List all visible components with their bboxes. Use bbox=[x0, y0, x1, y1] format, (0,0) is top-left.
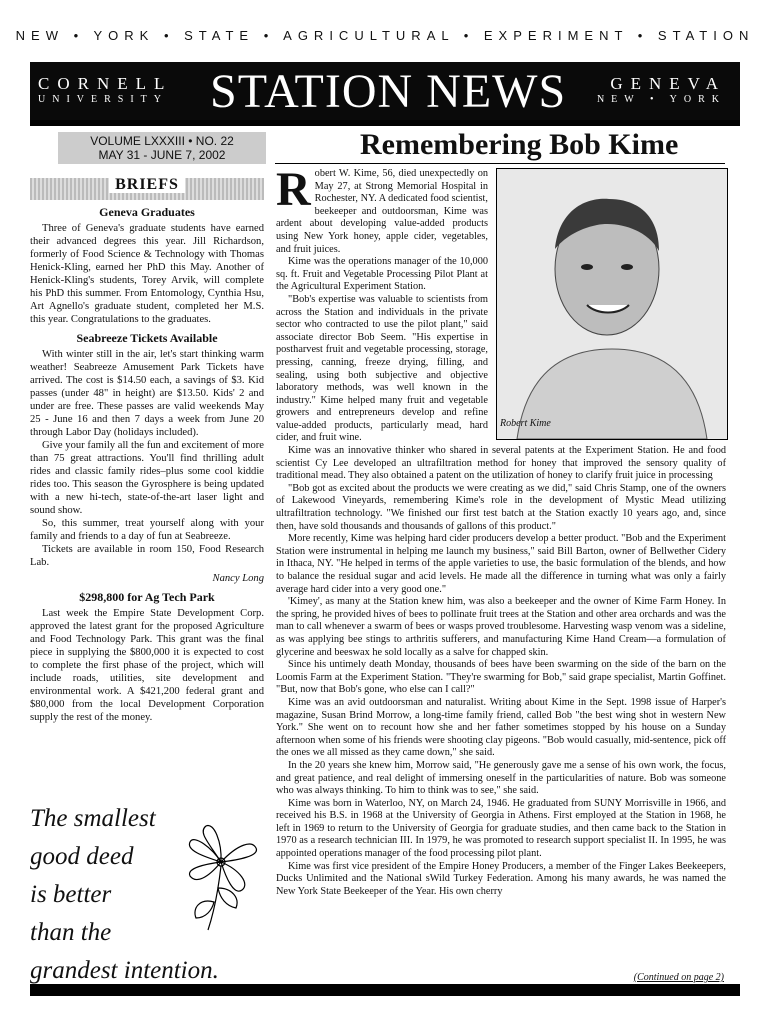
article-body bbox=[276, 163, 726, 898]
article-paragraph: In the 20 years she knew him, Morrow said, "He generously gave me a sense of his own work, the focus, and great patience, and real delight of immersing oneself in the particularities of nature. Bob was someone who was always thinking. To him to think was to see," she said. bbox=[276, 759, 726, 797]
quote-line: The smallest bbox=[30, 805, 156, 832]
brief-paragraph: With winter still in the air, let's start thinking warm weather! Seabreeze Amusement Park Tickets have arrived. The cost is $14.50 each, a savings of $3. Kid passes (under 48" in height) are $13.50. Kids' 2 and under are free. These passes are valid weekends May 25 - June 16 and then 7 days a week from June 20 through Labor Day (holidays included). bbox=[30, 349, 264, 438]
brief-paragraph: Tickets are available in room 150, Food Research Lab. bbox=[30, 544, 264, 568]
byline: Nancy Long bbox=[212, 573, 264, 584]
headline-rule bbox=[275, 163, 725, 164]
masthead bbox=[30, 62, 740, 126]
article-headline: Remembering Bob Kime bbox=[360, 128, 679, 161]
quote-line: is better bbox=[30, 881, 112, 908]
briefs-column bbox=[30, 172, 264, 724]
article-paragraph: obert W. Kime, 56, died unexpectedly on May 27, at Strong Memorial Hospital in Rochester, NY. A dedicated food scientist, beekeeper and outdoorsman, Kime was ardent about developing value-added products using New York honey, apple cider, vegetables, and fruit juices. bbox=[276, 168, 488, 255]
volume-line: VOLUME LXXXIII • NO. 22 bbox=[90, 134, 234, 148]
new-york-text: NEW • YORK bbox=[596, 94, 726, 105]
article-intro bbox=[276, 163, 488, 445]
volume-box bbox=[58, 132, 266, 164]
quote-line: than the bbox=[30, 919, 112, 946]
date-line: MAY 31 - JUNE 7, 2002 bbox=[98, 148, 226, 162]
article-paragraph: "Bob's expertise was valuable to scientists from across the Station and individuals in the private sector who contracted to use the pilot plant," said associate director Bob Seem. "His expertise in postharvest fruit and vegetable processing, storage, pressing, canning, freeze drying, filling, and sealing, using both subjective and objective laboratory methods, was well known in the industry." Kime helped many fruit and vegetable growers and entrepreneurs develop and refine value-added products, particularly mead, hard cider, and fruit wine. bbox=[276, 293, 488, 444]
drop-cap: R bbox=[276, 163, 311, 216]
university-text: UNIVERSITY bbox=[38, 94, 168, 105]
article-paragraph: Since his untimely death Monday, thousands of bees have been swarming on the side of the barn on the Loomis Farm at the Experiment Station. "They're swarming for Bob," said grape specialist, Martin Goffinet. "But, now that Bob's gone, who else can I call?" bbox=[276, 659, 726, 696]
quote-line: grandest intention. bbox=[30, 957, 219, 984]
article-paragraph: Kime was born in Waterloo, NY, on March 24, 1946. He graduated from SUNY Morrisville in 1966, and received his B.S. in 1968 at the University of Georgia in Athens. First employed at the Station in 1968, he left in 1969 to return to the University of Georgia for graduate studies, and then came back to the Station in 1970 as a research technician III. In 1979, he was promoted to research support specialist II. In 1995, he was appointed operations manager of the food processing pilot plant. bbox=[276, 797, 726, 860]
article-paragraph: Kime was first vice president of the Empire Honey Producers, a member of the Finger Lakes Beekeepers, Ducks Unlimited and the National sWild Turkey Federation. Among his many awards, he was named the New York State Beekeeper of the Year. His own cherry bbox=[276, 860, 726, 897]
newsletter-title: STATION NEWS bbox=[210, 65, 567, 118]
quote-box bbox=[30, 800, 266, 984]
brief-heading: Seabreeze Tickets Available bbox=[76, 331, 218, 345]
top-banner: NEW • YORK • STATE • AGRICULTURAL • EXPERIMENT • STATION bbox=[15, 28, 755, 43]
briefs-title: BRIEFS bbox=[109, 176, 185, 193]
photo-caption: Robert Kime bbox=[500, 418, 551, 429]
bottom-bar bbox=[30, 984, 740, 996]
article-paragraph: Kime was the operations manager of the 10,000 sq. ft. Fruit and Vegetable Processing Pilot Plant at the Agricultural Experiment Station. bbox=[276, 256, 488, 293]
quote-line: good deed bbox=[30, 843, 134, 870]
cornell-text: CORNELL bbox=[38, 74, 173, 93]
article-paragraph: More recently, Kime was helping hard cider producers develop a better product. "Bob and the Experiment Station were instrumental in helping me launch my business," said Bill Barton, owner of Bellwether Cidery in Ithaca, NY. "He helped in terms of the apple varieties to use, the basic formulation of the blends, and how to balance the residual sugar and acid levels. He made all the difference in turning what was only a fairly average hard cider into a very good one." bbox=[276, 533, 726, 595]
brief-paragraph: Three of Geneva's graduate students have earned their advanced degrees this year. Jill Richardson, formerly of Food Science & Technology with Thomas Henick-Kling, earned her PhD this May. Another of Henick-Kling's students, Torey Arvik, will complete his PhD this summer. From Entomology, Cynthia Hsu, Art Agnello's graduate student, completed her M.S. this year. Congratulations to the graduates. bbox=[30, 223, 264, 325]
brief-paragraph: So, this summer, treat yourself along with your family and friends to a day of fun at Seabreeze. bbox=[30, 518, 264, 542]
article-paragraph: "Bob got as excited about the products we were creating as we did," said Chris Stamp, one of the owners of Lakewood Vineyards, remembering Kime's role in the development of Mystic Mead utilizing ultrafiltration technology. "We finished our first test batch at the Station exactly 10 years ago, and, since then, have sold thousands and thousands of gallons of this product." bbox=[276, 482, 726, 532]
cornell-logo bbox=[38, 74, 172, 105]
brief-heading: $298,800 for Ag Tech Park bbox=[79, 590, 215, 604]
brief-heading: Geneva Graduates bbox=[99, 205, 195, 219]
flower-illustration bbox=[178, 822, 264, 932]
brief-paragraph: Last week the Empire State Development Corp. approved the latest grant for the proposed Agriculture and Food Technology Park. This grant was the final piece in supplying the $800,000 it is expected to cost to complete the first phase of the project, which will include roads, utilities, site development and environmental work. A $421,200 federal grant and $80,000 from the local Development Corporation supply the rest of the money. bbox=[30, 608, 264, 723]
continued-link[interactable]: (Continued on page 2) bbox=[633, 972, 724, 983]
briefs-banner bbox=[30, 178, 264, 200]
article-paragraph: Kime was an innovative thinker who shared in several patents at the Experiment Station. He and food scientist Cy Lee developed an ultrafiltration method for honey that improved the sensory quality of traditional mead. They also obtained a patent on the utilization of honey to clarify fruit juice in processing bbox=[276, 445, 726, 482]
geneva-text: GENEVA bbox=[610, 74, 726, 93]
article-paragraph: Kime was an avid outdoorsman and naturalist. Writing about Kime in the Sept. 1998 issue of Harper's magazine, Susan Brind Morrow, a long-time family friend, called Bob "the best wing shot in western New York." She went on to recount how she and her father sometimes stopped by his house on a Sunday afternoon when some of his friends were shooting clay pigeons. "Bob would casually, mid-sentence, pick off the ones we all missed as they came down," she said. bbox=[276, 696, 726, 759]
brief-paragraph: Give your family all the fun and excitement of more than 75 great attractions. You'll find thrilling adult rides and classic family rides–plus some cool kiddie rides too. This season the Gyrosphere is being updated with a new hi-tech, state-of-the-art laser light and sound show. bbox=[30, 440, 264, 516]
article-paragraph: 'Kimey', as many at the Station knew him, was also a beekeeper and the owner of Kime Farm Honey. In the spring, he provided hives of bees to pollinate fruit trees at the Station and other area orchards and was the man to call whenever a swarm of bees or wasps proved troublesome. Harvesting wasp venom was a sideline, as was applying bee stings to arthritis sufferers, and manufacturing Kime Hand Cream—a formulation of glycerine and beeswax he sold locally as a salve for chapped skin. bbox=[276, 596, 726, 658]
geneva-logo bbox=[597, 74, 726, 105]
